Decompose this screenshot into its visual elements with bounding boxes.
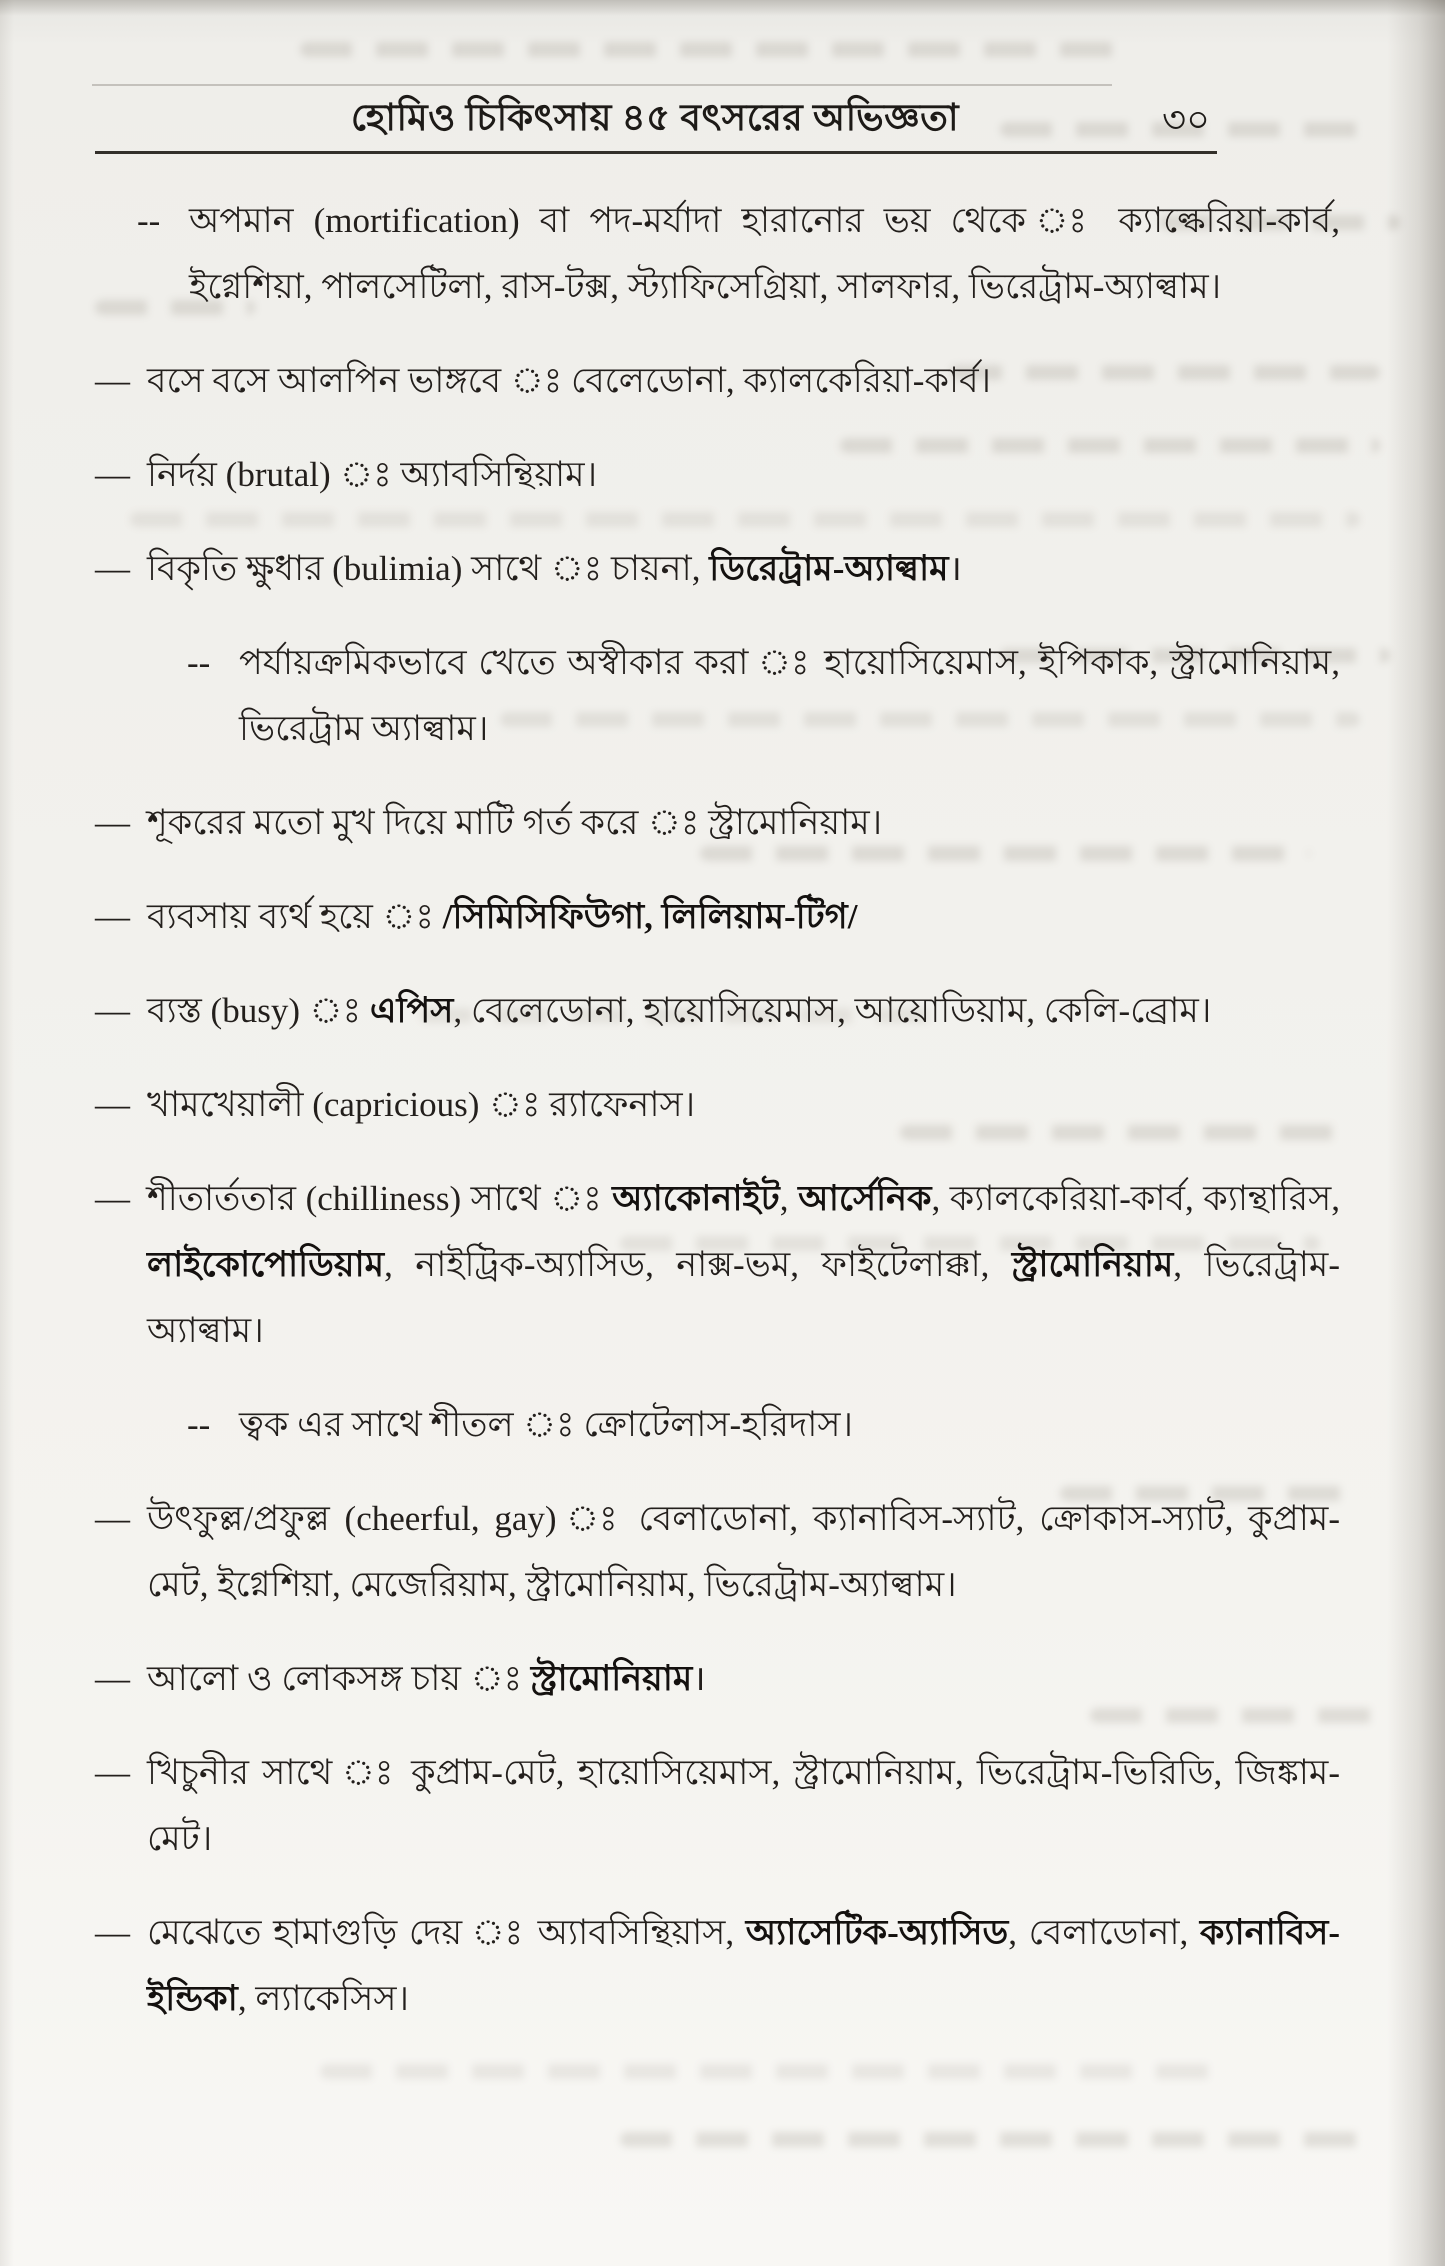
list-item (95, 1072, 1340, 1138)
item-dash: — (95, 1913, 130, 1952)
list-item (95, 536, 1340, 602)
item-dash: — (95, 361, 130, 400)
item-text: বসে বসে আলপিন ভাঙ্গবে ঃ বেলেডোনা, ক্যালকেরিয়া-কার্ব। (147, 361, 992, 400)
faint-top-rule (92, 84, 1112, 86)
scan-shadow-right (1387, 0, 1445, 2266)
item-dash: -- (137, 201, 161, 240)
list-item (95, 348, 1340, 414)
list-item (95, 1646, 1340, 1712)
list-item (95, 188, 1340, 320)
item-text: ব্যস্ত (busy) ঃ এপিস, বেলেডোনা, হায়োসিয়েমাস, আয়োডিয়াম, কেলি-ব্রোম। (147, 991, 1212, 1030)
item-dash: — (95, 1085, 130, 1124)
item-dash: — (95, 1753, 130, 1792)
list-item (95, 630, 1340, 762)
item-dash: — (95, 455, 130, 494)
item-text: মেঝেতে হামাগুড়ি দেয় ঃ অ্যাবসিন্থিয়াস, অ্যাসেটিক-অ্যাসিড, বেলাডোনা, ক্যানাবিস-ইন্ডিকা, ল্যাকেসিস। (147, 1913, 1340, 2018)
item-text: ত্বক এর সাথে শীতল ঃ ক্রোটেলাস-হরিদাস। (239, 1405, 854, 1444)
item-text: শূকরের মতো মুখ দিয়ে মাটি গর্ত করে ঃ স্ট্রামোনিয়াম। (147, 803, 883, 842)
page-header (95, 88, 1215, 151)
item-dash: — (95, 1499, 130, 1538)
item-text: অপমান (mortification) বা পদ-মর্যাদা হারানোর ভয় থেকে ঃ ক্যাল্কেরিয়া-কার্ব, ইগ্নেশিয়া, পালসেটিলা, রাস-টক্স, স্ট্যাফিসেগ্রিয়া, সালফার, ভিরেট্রাম-অ্যাল্বাম। (189, 201, 1340, 306)
item-text: পর্যায়ক্রমিকভাবে খেতে অস্বীকার করা ঃ হায়োসিয়েমাস, ইপিকাক, স্ট্রামোনিয়াম, ভিরেট্রাম অ্যাল্বাম। (239, 643, 1340, 748)
list-item (95, 1900, 1340, 2032)
item-text: ব্যবসায় ব্যর্থ হয়ে ঃ /সিমিসিফিউগা, লিলিয়াম-টিগ/ (147, 897, 858, 936)
item-text: আলো ও লোকসঙ্গ চায় ঃ স্ট্রামোনিয়াম। (147, 1659, 706, 1698)
bleedthrough-smudge (620, 2132, 1380, 2147)
page-title: হোমিও চিকিৎসায় ৪৫ বৎসরের অভিজ্ঞতা (350, 98, 960, 139)
item-dash: — (95, 549, 130, 588)
list-item (95, 790, 1340, 856)
symptom-remedy-list (95, 188, 1340, 2060)
item-text: খিচুনীর সাথে ঃ কুপ্রাম-মেট, হায়োসিয়েমাস, স্ট্রামোনিয়াম, ভিরেট্রাম-ভিরিডি, জিঙ্কাম-মেট। (147, 1753, 1340, 1858)
list-item (95, 978, 1340, 1044)
list-item (95, 1486, 1340, 1618)
page-number: ৩০ (1162, 100, 1211, 141)
list-item (95, 1392, 1340, 1458)
item-dash: — (95, 803, 130, 842)
item-dash: — (95, 991, 130, 1030)
item-text: বিকৃতি ক্ষুধার (bulimia) সাথে ঃ চায়না, ডিরেট্রাম-অ্যাল্বাম। (147, 549, 962, 588)
item-dash: -- (187, 1405, 211, 1444)
header-rule (95, 151, 1217, 154)
scan-shadow-left (0, 0, 14, 2266)
list-item (95, 442, 1340, 508)
list-item (95, 884, 1340, 950)
scan-shadow-top (0, 0, 1445, 16)
item-dash: -- (187, 643, 211, 682)
item-text: শীতার্ততার (chilliness) সাথে ঃ অ্যাকোনাইট, আর্সেনিক, ক্যালকেরিয়া-কার্ব, ক্যান্থারিস, লাইকোপোডিয়াম, নাইট্রিক-অ্যাসিড, নাক্স-ভম, ফাইটেলাক্কা, স্ট্রামোনিয়াম, ভিরেট্রাম-অ্যাল্বাম। (147, 1179, 1341, 1350)
bleedthrough-smudge (300, 42, 1120, 57)
item-text: খামখেয়ালী (capricious) ঃ র‍্যাফেনাস। (147, 1085, 696, 1124)
list-item (95, 1166, 1340, 1364)
item-dash: — (95, 1659, 130, 1698)
item-dash: — (95, 897, 130, 936)
list-item (95, 1740, 1340, 1872)
item-dash: — (95, 1179, 130, 1218)
item-text: উৎফুল্ল/প্রফুল্ল (cheerful, gay) ঃ বেলাডোনা, ক্যানাবিস-স্যাট, ক্রোকাস-স্যাট, কুপ্রাম-মেট, ইগ্নেশিয়া, মেজেরিয়াম, স্ট্রামোনিয়াম, ভিরেট্রাম-অ্যাল্বাম। (147, 1499, 1340, 1604)
item-text: নির্দয় (brutal) ঃ অ্যাবসিন্থিয়াম। (147, 455, 598, 494)
bleedthrough-smudge (320, 2064, 1220, 2079)
